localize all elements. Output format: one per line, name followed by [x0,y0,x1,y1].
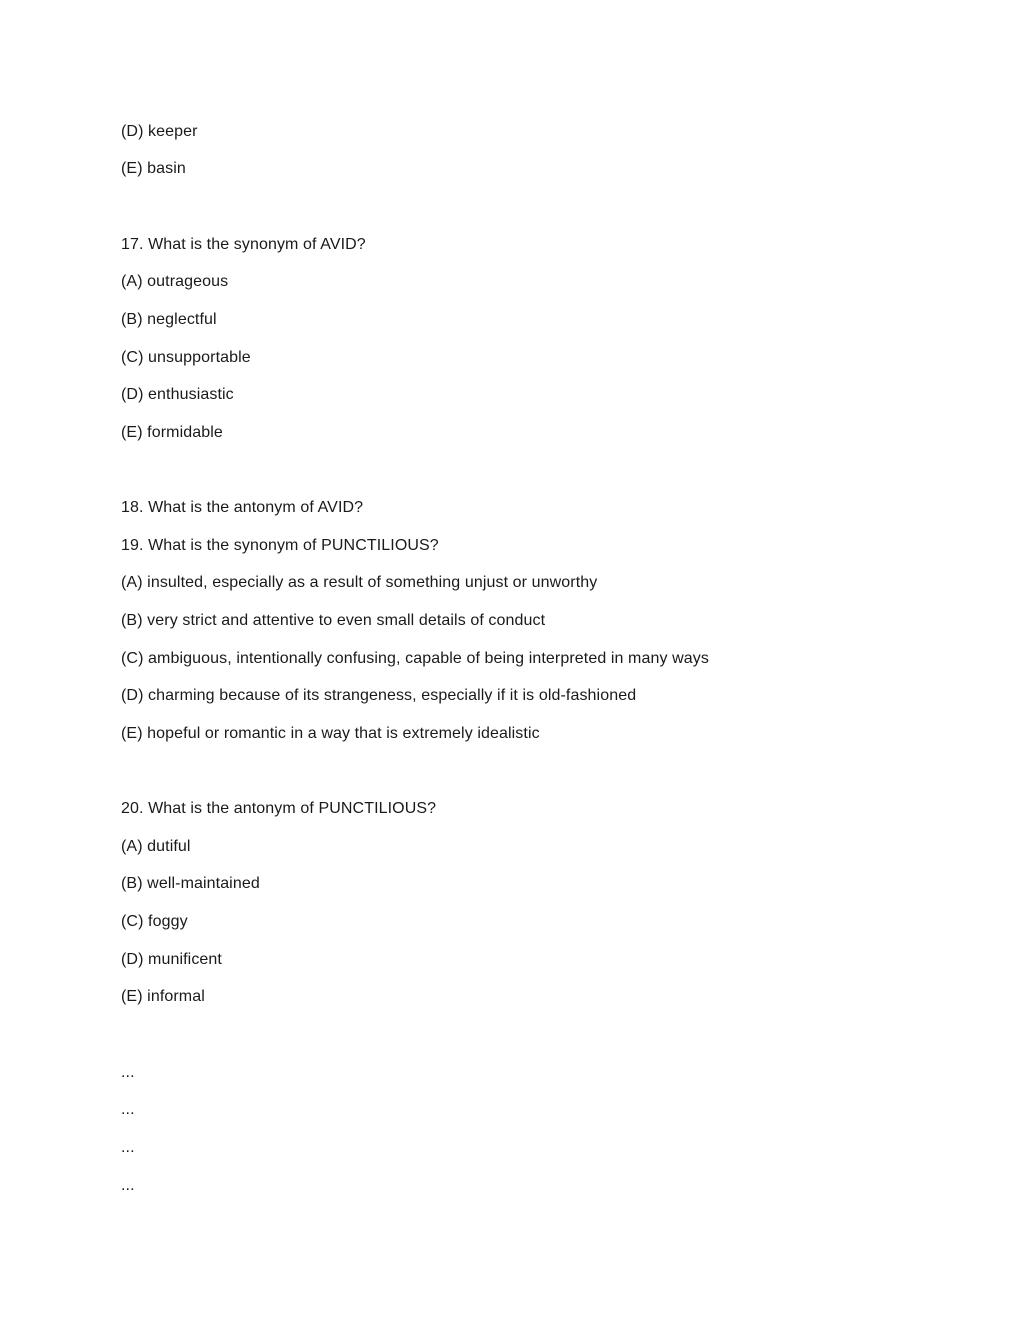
option-17-b: (B) neglectful [121,311,217,328]
question-18: 18. What is the antonym of AVID? [121,499,364,516]
option-19-e: (E) hopeful or romantic in a way that is extremely idealistic [121,725,540,742]
option-20-a: (A) dutiful [121,838,191,855]
option-17-d: (D) enthusiastic [121,386,234,403]
ellipsis-line: ... [121,1101,135,1118]
option-17-c: (C) unsupportable [121,349,251,366]
option-16-d: (D) keeper [121,123,198,140]
option-17-e: (E) formidable [121,424,223,441]
option-20-b: (B) well-maintained [121,875,260,892]
option-16-e: (E) basin [121,160,186,177]
option-19-a: (A) insulted, especially as a result of something unjust or unworthy [121,574,598,591]
option-20-e: (E) informal [121,988,205,1005]
option-19-b: (B) very strict and attentive to even small details of conduct [121,612,546,629]
option-17-a: (A) outrageous [121,273,229,290]
question-20: 20. What is the antonym of PUNCTILIOUS? [121,800,437,817]
ellipsis-line: ... [121,1064,135,1081]
question-17: 17. What is the synonym of AVID? [121,236,366,253]
option-19-d: (D) charming because of its strangeness, especially if it is old-fashioned [121,687,637,704]
option-19-c: (C) ambiguous, intentionally confusing, capable of being interpreted in many ways [121,650,709,667]
ellipsis-line: ... [121,1139,135,1156]
ellipsis-line: ... [121,1177,135,1194]
option-20-c: (C) foggy [121,913,188,930]
option-20-d: (D) munificent [121,951,222,968]
question-19: 19. What is the synonym of PUNCTILIOUS? [121,537,439,554]
